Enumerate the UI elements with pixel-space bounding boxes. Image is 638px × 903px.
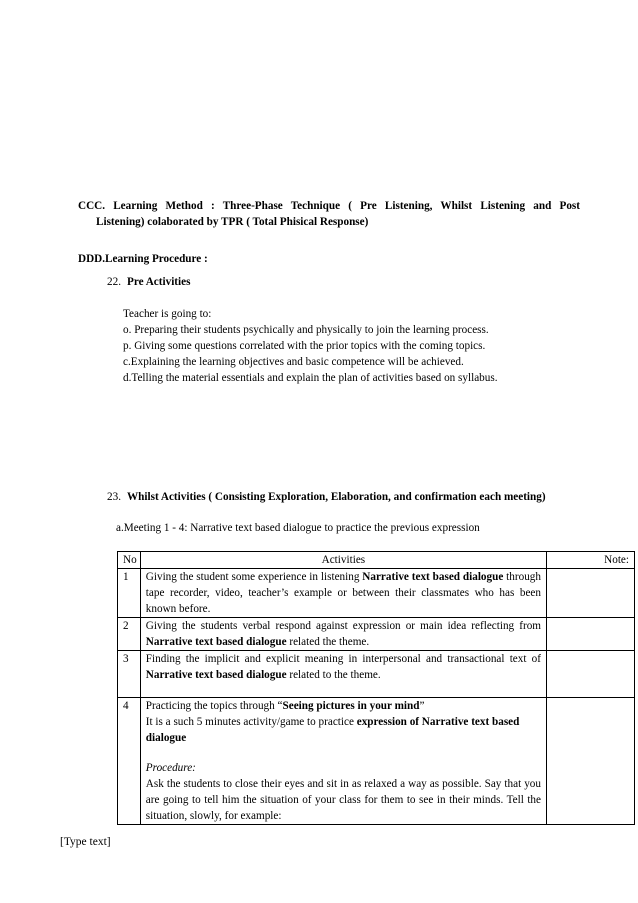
row-spacer [146,683,541,697]
activity-text: It is a such 5 minutes activity/game to practice [145,716,357,728]
activity-line [146,714,541,746]
activity-text: Giving the students verbal respond against expression or main idea reflecting from [145,620,541,632]
row-activity [140,618,546,651]
list-item: c.Explaining the learning objectives and basic competence will be achieved. [123,356,464,368]
activity-text: Finding the implicit and explicit meaning in interpersonal and transactional text of [145,653,541,665]
row-note [547,698,635,825]
section-ccc-line2: Listening) colaborated by TPR ( Total Phisical Response) [96,216,369,228]
row-note [547,651,635,698]
table-row [118,651,635,698]
row-activity [140,651,546,698]
table-header-row [118,552,635,569]
footer-text: [Type text] [60,836,111,848]
header-activities: Activities [140,552,546,569]
activities-table [117,551,635,825]
row-note [547,569,635,618]
whilst-activities-number: 23. [107,491,121,503]
activity-text-bold: Narrative text based dialogue [145,669,287,681]
header-note: Note: [547,552,635,569]
table-row [118,618,635,651]
row-note [547,618,635,651]
whilst-activities-heading [107,491,546,503]
procedure-label: Procedure: [145,762,196,774]
pre-activities-heading [107,276,190,288]
header-no: No [118,552,141,569]
pre-activities-title: Pre Activities [126,276,191,288]
table-row [118,698,635,825]
meeting-description: a.Meeting 1 - 4: Narrative text based dialogue to practice the previous expression [116,522,480,534]
pre-activities-number: 22. [107,276,121,288]
row-number: 4 [118,698,141,825]
list-item: o. Preparing their students psychically and physically to join the learning process. [123,324,489,336]
row-number: 1 [118,569,141,618]
row-activity [140,569,546,618]
list-item: p. Giving some questions correlated with the prior topics with the coming topics. [123,340,486,352]
activity-text: Giving the student some experience in listening [145,571,363,583]
row-number: 3 [118,651,141,698]
table-row [118,569,635,618]
row-activity [140,698,546,825]
section-ccc-line1: CCC. Learning Method : Three-Phase Technique ( Pre Listening, Whilst Listening and Post [78,200,580,212]
activity-text: through tape recorder, video, teacher’s example or between their classmates who has been known before. [145,571,541,615]
activity-text: Practicing the topics through “ [145,700,283,712]
row-spacer [146,746,541,760]
procedure-text: Ask the students to close their eyes and sit in as relaxed a way as possible. Say that you are going to tell him the situation of your class for them to see in their minds. Tell the situation, slowly, for example: [145,778,541,822]
activity-text-bold: Narrative text based dialogue [362,571,504,583]
activity-text-bold: Narrative text based dialogue [145,636,287,648]
whilst-activities-title: Whilst Activities ( Consisting Exploration, Elaboration, and confirmation each meeting) [126,491,546,503]
pre-activities-list [123,306,498,386]
activity-text: related to the theme. [286,669,381,681]
activity-text: related the theme. [286,636,370,648]
activity-text-bold: expression of Narrative text based dialogue [145,716,520,744]
activity-line [146,698,541,714]
section-ddd-heading: DDD.Learning Procedure : [78,253,208,265]
list-item: d.Telling the material essentials and explain the plan of activities based on syllabus. [123,372,498,384]
section-ccc-heading [78,198,580,230]
activity-text-bold: Seeing pictures in your mind [282,700,420,712]
activity-text: ” [419,700,425,712]
row-number: 2 [118,618,141,651]
pre-activities-intro: Teacher is going to: [123,308,212,320]
